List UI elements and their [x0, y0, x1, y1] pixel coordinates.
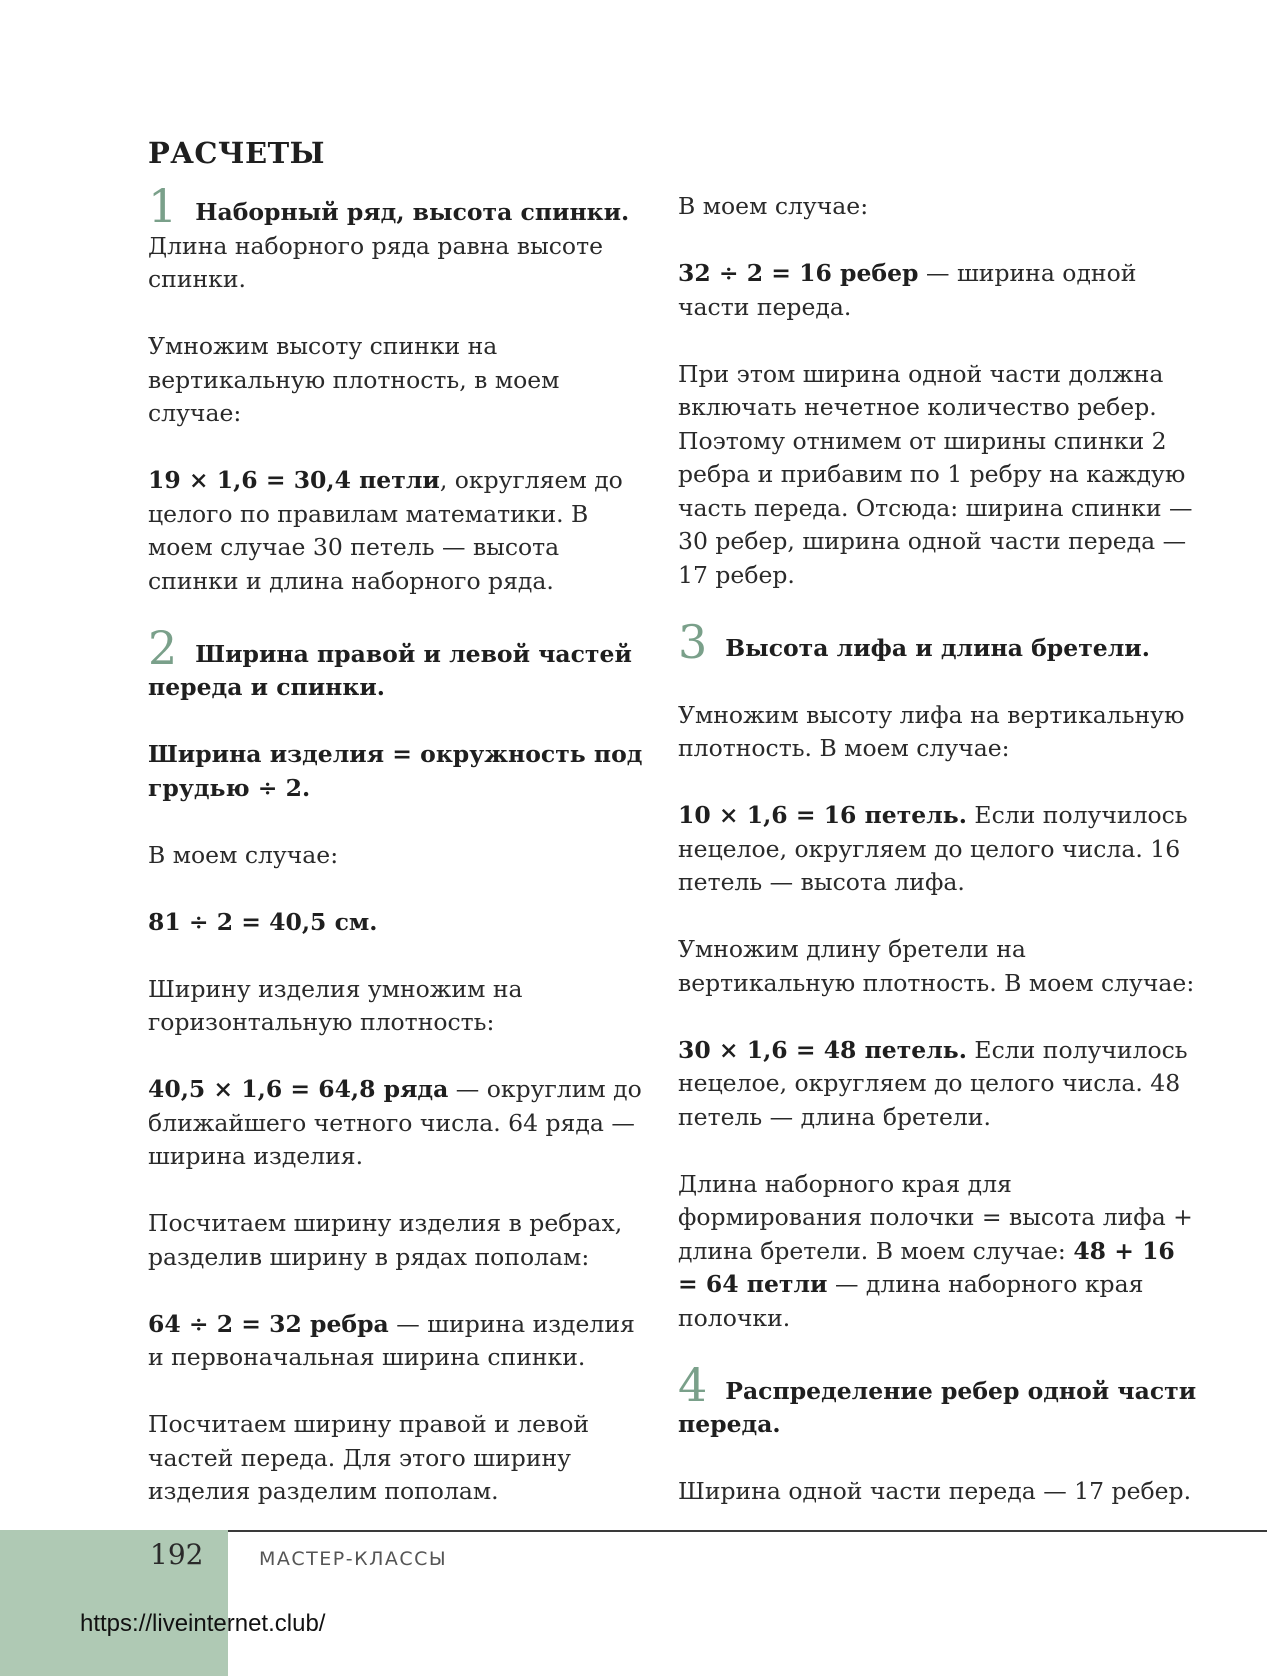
- paragraph: [148, 1308, 648, 1375]
- paragraph: Умножим высоту лифа на вертикальную плотность. В моем случае:: [678, 700, 1185, 762]
- formula: 32 ÷ 2 = 16 ребер: [678, 259, 919, 287]
- formula: 48 + 16 = 64 петли: [678, 1236, 1175, 1298]
- formula: 64 ÷ 2 = 32 ребра: [148, 1309, 389, 1338]
- paragraph: [148, 738, 648, 805]
- left-column: [148, 179, 648, 1542]
- formula: 30 × 1,6 = 48 петель.: [678, 1035, 967, 1064]
- paragraph: Посчитаем ширину правой и левой частей переда. Для этого ширину изделия разделим пополам.: [148, 1410, 590, 1505]
- section-4-number: 4: [678, 1357, 708, 1412]
- paragraph: [678, 1034, 1198, 1135]
- section-3-title: [678, 614, 1198, 669]
- paragraph: Умножим высоту спинки на вертикальную плотность, в моем случае:: [148, 332, 560, 427]
- paragraph: Умножим длину бретели на вертикальную плотность. В моем случае:: [678, 935, 1195, 997]
- paragraph-text: — ширина изделия и первоначальная ширина спинки.: [148, 1309, 635, 1371]
- paragraph: В моем случае:: [678, 192, 869, 220]
- paragraph: [148, 464, 648, 598]
- section-3-title-text: Высота лифа и длина бретели.: [725, 633, 1150, 662]
- paragraph: [678, 257, 1198, 324]
- paragraph-text: — округлим до ближайшего четного числа. 64 ряда — ширина изделия.: [148, 1075, 642, 1170]
- paragraph: Длина наборного ряда равна высоте спинки.: [148, 231, 603, 293]
- paragraph: [678, 1168, 1198, 1336]
- section-1-title-text: Наборный ряд, высота спинки.: [195, 198, 630, 226]
- formula: 10 × 1,6 = 16 петель.: [678, 801, 967, 829]
- formula: 19 × 1,6 = 30,4 петли: [148, 466, 440, 494]
- paragraph: Ширину изделия умножим на горизонтальную плотность:: [148, 974, 523, 1036]
- section-4-title: [678, 1357, 1198, 1442]
- section-1-number: 1: [148, 179, 178, 233]
- paragraph-text: Длина наборного края для формирования полочки = высота лифа + длина бретели. В моем случае:: [678, 1169, 1193, 1265]
- paragraph: [148, 906, 648, 940]
- paragraph: В моем случае:: [148, 840, 339, 869]
- footer-rule: [228, 1530, 1267, 1532]
- formula: Ширина изделия = окружность под грудью ÷ 2.: [148, 740, 643, 802]
- paragraph: [678, 799, 1198, 900]
- section-2-title-text: Ширина правой и левой частей переда и спинки.: [148, 639, 632, 701]
- paragraph-text: Если получилось нецелое, округляем до целого числа. 16 петель — высота лифа.: [678, 801, 1188, 896]
- paragraph-text: Если получилось нецелое, округляем до целого числа. 48 петель — длина бретели.: [678, 1035, 1188, 1131]
- paragraph: [148, 1073, 648, 1174]
- section-1-title: [148, 179, 648, 233]
- formula: 40,5 × 1,6 = 64,8 ряда: [148, 1075, 449, 1103]
- section-3-number: 3: [678, 614, 708, 669]
- section-2-title: [148, 620, 648, 705]
- page-number: 192: [150, 1538, 204, 1571]
- right-column: [678, 190, 1198, 1542]
- paragraph-text: — ширина одной части переда.: [678, 259, 1137, 321]
- formula: 81 ÷ 2 = 40,5 см.: [148, 907, 378, 936]
- paragraph-text: — длина наборного края полочки.: [678, 1270, 1144, 1332]
- running-title: МАСТЕР-КЛАССЫ: [259, 1548, 448, 1570]
- paragraph: Посчитаем ширину изделия в ребрах, разделив ширину в рядах пополам:: [148, 1209, 623, 1271]
- source-url: https://liveinternet.club/: [80, 1610, 326, 1637]
- paragraph-text: , округляем до целого по правилам математики. В моем случае 30 петель — высота спинки и длина наборного ряда.: [148, 466, 623, 595]
- page-heading: РАСЧЕТЫ: [148, 136, 326, 170]
- paragraph: При этом ширина одной части должна включать нечетное количество ребер. Поэтому отнимем от ширины спинки 2 ребра и прибавим по 1 ребру на каждую часть переда. Отсюда: ширина спинки — 30 ребер, ширина одной части переда — 17 ребер.: [678, 359, 1193, 589]
- section-2-number: 2: [148, 620, 178, 675]
- section-4-title-text: Распределение ребер одной части переда.: [678, 1376, 1197, 1438]
- paragraph: Ширина одной части переда — 17 ребер.: [678, 1477, 1192, 1505]
